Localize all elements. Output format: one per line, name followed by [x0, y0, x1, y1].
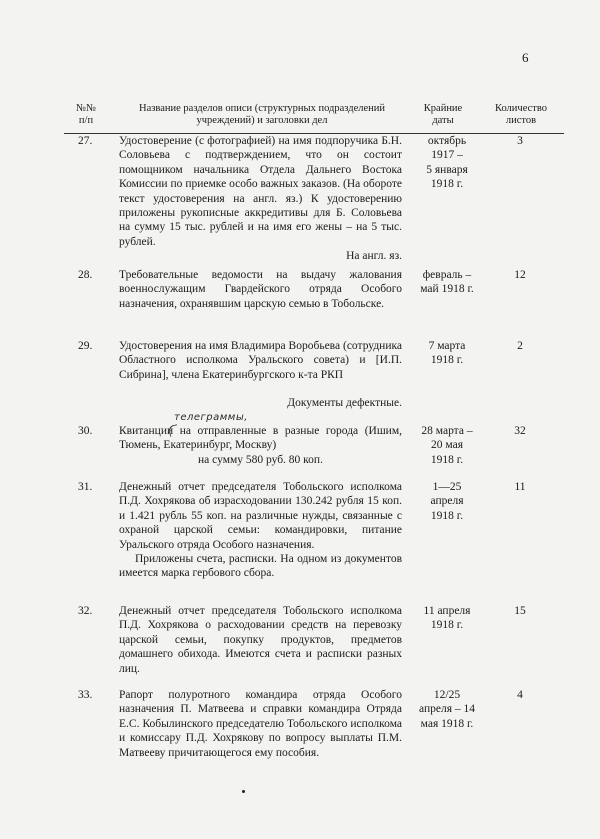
table-row [64, 480, 564, 581]
ink-dot [242, 790, 245, 793]
row-text: Рапорт полуротного командира отряда Особого назначения П. Матвеева и справки командира Отряда Е.С. Кобылинского председателю Тобольского исполкома и комиссару П.Д. Хохрякову по вопросу выплаты П.М. Матвееву причитающегося ему пособия. [119, 689, 402, 759]
handwritten-insertion: телеграммы, [174, 412, 248, 423]
row-title [119, 604, 402, 676]
row-count: 4 [517, 689, 523, 701]
header-title: Название разделов описи (структурных подразделений учреждений) и заголовки дел [139, 103, 385, 126]
row-text: Квитанции на отправленные в разные города (Ишим, Тюмень, Екатеринбург, Москву) [119, 425, 402, 452]
row-text: Удостоверения на имя Владимира Воробьева (сотрудника Областного исполкома Уральского совета) и [И.П. Сибрина], члена Екатеринбургского к-та РКП [119, 340, 402, 381]
row-number: 31. [78, 481, 93, 493]
header-count: Количество листов [494, 103, 548, 126]
row-title [119, 480, 402, 581]
header-number: №№ п/п [75, 103, 97, 126]
row-dates: 12/25 апреля – 14 мая 1918 г. [419, 689, 475, 730]
row-dates: 7 марта 1918 г. [428, 340, 466, 367]
table-row [64, 268, 564, 311]
row-title [119, 688, 402, 760]
row-title [119, 268, 402, 311]
row-text-2: на сумму 580 руб. 80 коп. [198, 453, 323, 466]
row-dates: октябрь 1917 – 5 января 1918 г. [426, 135, 468, 191]
row-number: 29. [78, 340, 93, 352]
row-note: На англ. яз. [346, 250, 402, 263]
row-title [119, 424, 402, 467]
table-row [64, 688, 564, 760]
row-number: 28. [78, 269, 93, 281]
row-dates: 28 марта – 20 мая 1918 г. [421, 425, 473, 466]
row-count: 3 [517, 135, 523, 147]
row-count: 2 [517, 340, 523, 352]
table-row [64, 339, 564, 411]
row-number: 32. [78, 605, 93, 617]
table-header [64, 103, 564, 134]
row-text: Денежный отчет председателя Тобольского исполкома П.Д. Хохрякова об израсходовании 130.242 рубля 15 коп. и 1.421 рубль 55 коп. на различные нужды, связанные с охраной царской семьи: командировки, питание Уральского отряда Особого назначения. [119, 481, 402, 551]
row-text-2: Приложены счета, расписки. На одном из документов имеется марка гербового сбора. [119, 553, 402, 580]
table-row [64, 134, 564, 264]
row-text: Удостоверение (с фотографией) на имя подпоручика Б.Н. Соловьева с подтверждением, что он состоит помощником начальника Отдела Дальнего Востока Комиссии по приемке особо важных заказов. (На обороте текст удостоверения на англ. яз.) К удостоверению приложены рукописные аккредитивы для Б. Соловьева на сумму 15 тыс. рублей и на имя его жены – на 5 тыс. рублей. [119, 135, 402, 248]
row-title [119, 339, 402, 411]
row-number: 33. [78, 689, 93, 701]
row-dates: 1—25 апреля 1918 г. [430, 481, 464, 522]
row-dates: февраль – май 1918 г. [420, 269, 474, 296]
table-row [64, 412, 564, 467]
inventory-table [64, 134, 564, 759]
insertion-caret-icon [168, 424, 179, 436]
page-number: 6 [522, 50, 529, 65]
row-count: 32 [514, 425, 526, 437]
row-number: 27. [78, 135, 93, 147]
row-count: 12 [514, 269, 526, 281]
row-title [119, 134, 402, 264]
table-row [64, 604, 564, 676]
row-number: 30. [78, 425, 93, 437]
row-note: Документы дефектные. [287, 397, 402, 410]
header-dates: Крайние даты [423, 103, 463, 126]
row-text: Требовательные ведомости на выдачу жалования военнослужащим Гвардейского отряда Особого назначения, охранявшим царскую семью в Тобольске. [119, 269, 402, 310]
row-count: 15 [514, 605, 526, 617]
row-text: Денежный отчет председателя Тобольского исполкома П.Д. Хохрякова о расходовании средств на перевозку царской семьи, покупку продуктов, предметов домашнего обихода. Имеются счета и расписки разных лиц. [119, 605, 402, 675]
row-dates: 11 апреля 1918 г. [423, 605, 471, 632]
row-count: 11 [514, 481, 526, 493]
